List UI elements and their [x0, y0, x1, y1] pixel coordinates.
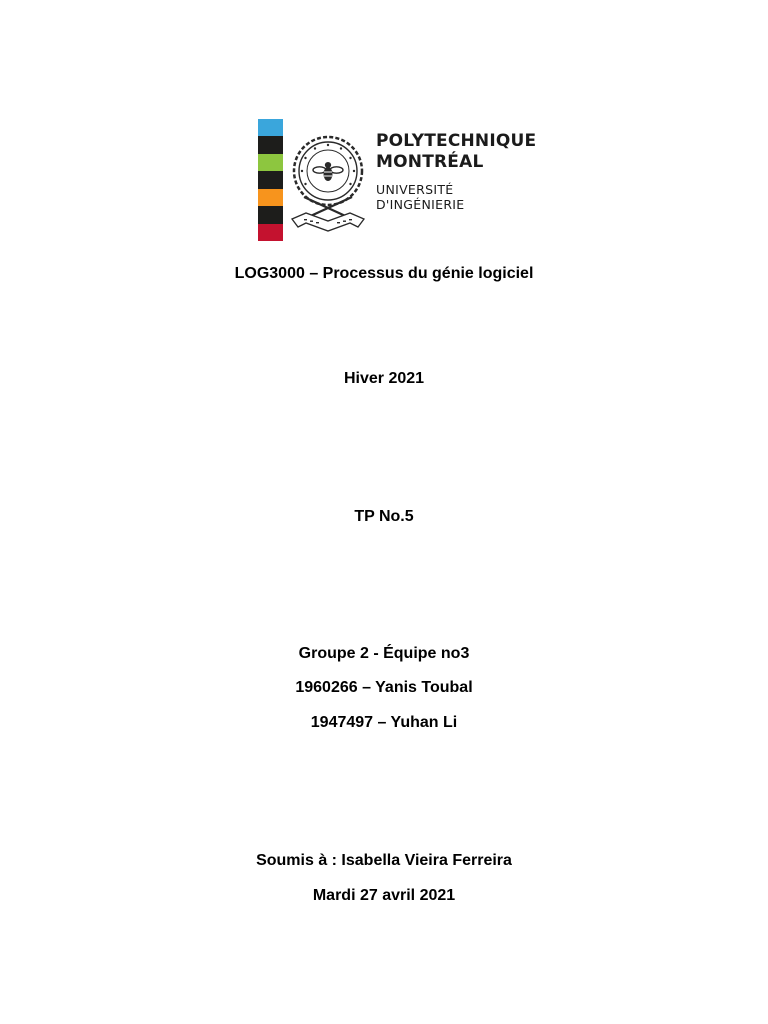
course-title: LOG3000 – Processus du génie logiciel	[234, 265, 534, 282]
university-logo	[258, 119, 537, 241]
logo-stripe	[258, 119, 283, 136]
logo-name-line2: MONTRÉAL	[376, 152, 484, 172]
session: Hiver 2021	[343, 370, 425, 387]
logo-stripe	[258, 224, 283, 241]
logo-stripe	[258, 206, 283, 223]
submitted-to: Soumis à : Isabella Vieira Ferreira	[256, 852, 512, 869]
logo-name-line1: POLYTECHNIQUE	[376, 131, 537, 151]
group-team: Groupe 2 - Équipe no3	[298, 645, 470, 662]
logo-wordmark	[376, 131, 537, 212]
logo-color-stripes	[258, 119, 283, 241]
logo-stripe	[258, 189, 283, 206]
team-member: 1960266 – Yanis Toubal	[295, 679, 473, 696]
logo-sub-line1: UNIVERSITÉ	[376, 182, 454, 197]
logo-stripe	[258, 171, 283, 188]
assignment-title: TP No.5	[354, 508, 414, 525]
logo-stripe	[258, 136, 283, 153]
polytechnique-seal-icon	[288, 127, 368, 235]
team-member: 1947497 – Yuhan Li	[310, 714, 458, 731]
submission-date: Mardi 27 avril 2021	[312, 887, 456, 904]
logo-stripe	[258, 154, 283, 171]
logo-sub-line2: D'INGÉNIERIE	[376, 197, 465, 212]
